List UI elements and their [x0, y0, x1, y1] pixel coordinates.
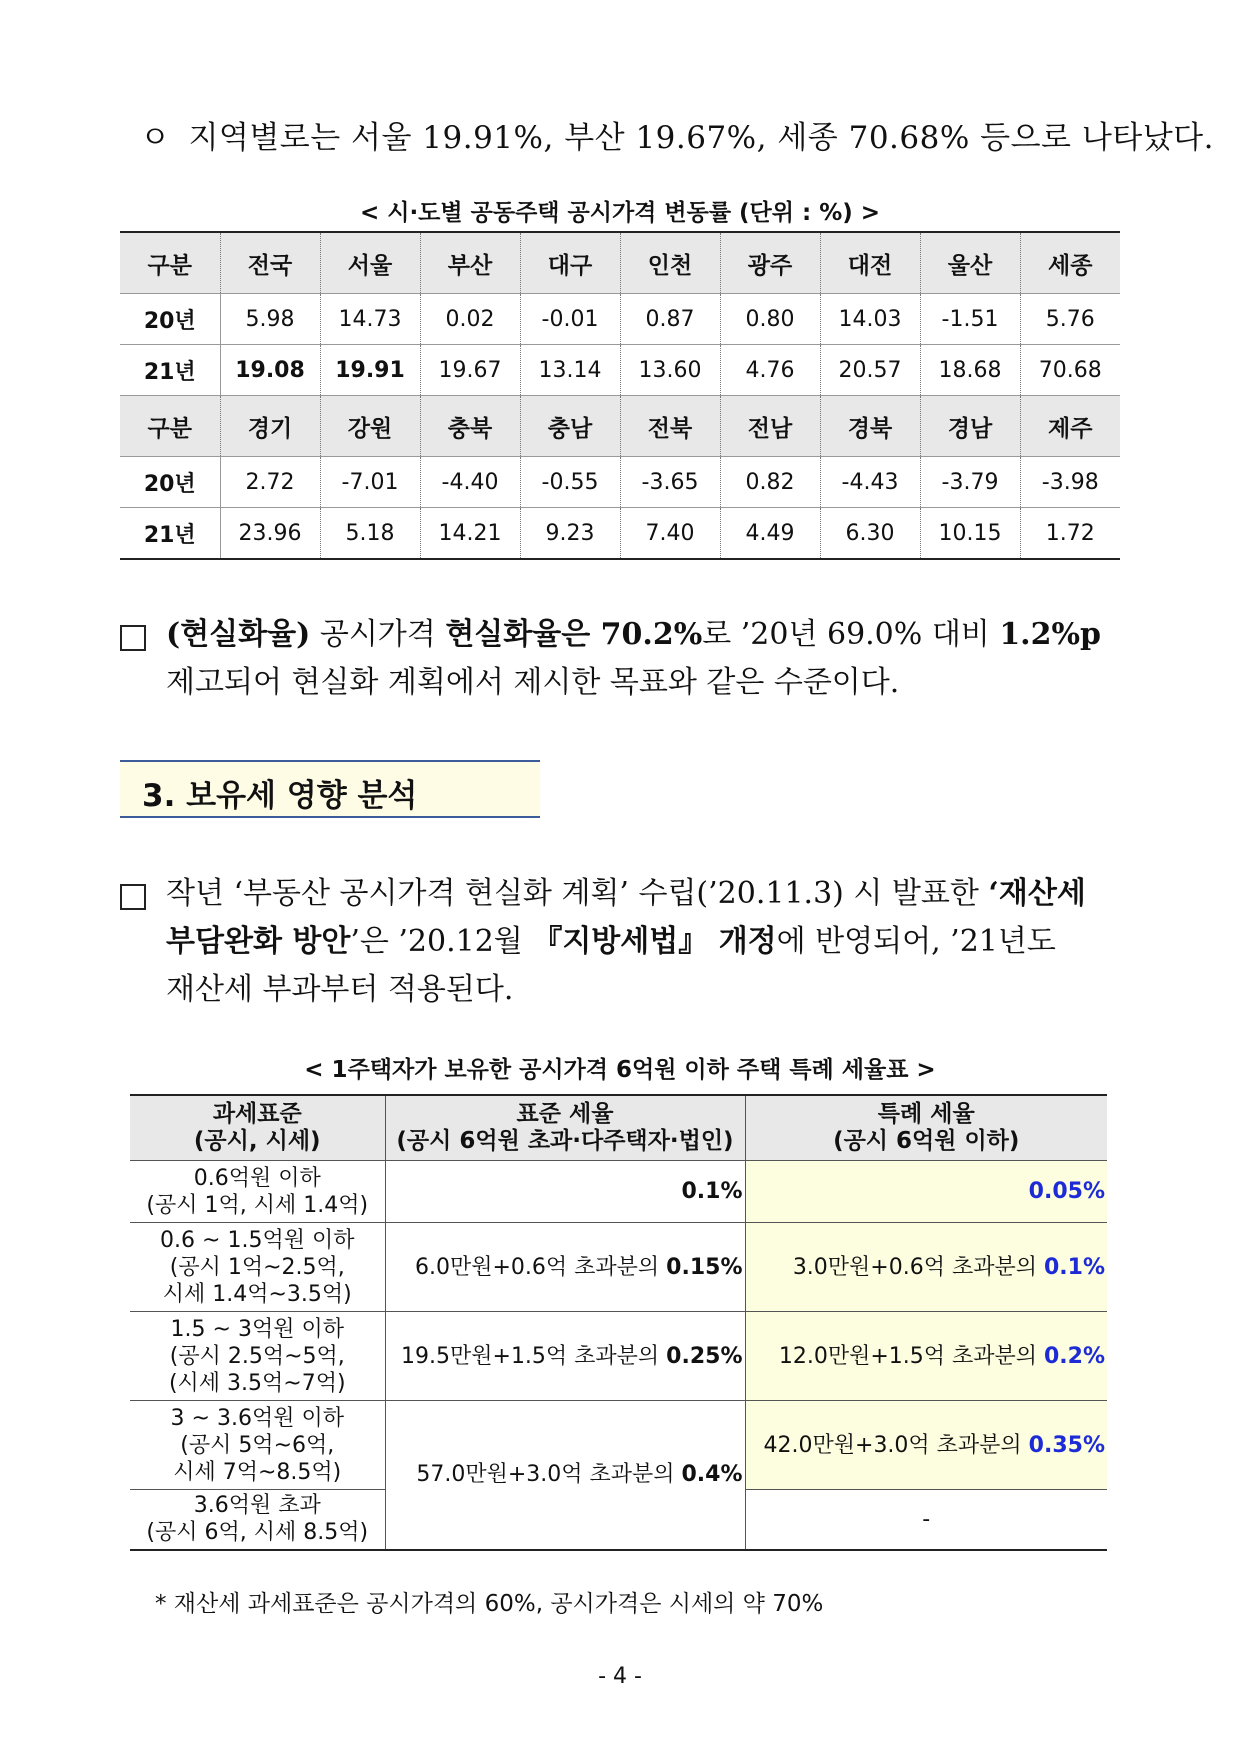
table-cell: 4.76 [720, 345, 820, 396]
table-cell: 1.72 [1020, 508, 1120, 560]
header-cell: 대전 [820, 232, 920, 294]
rate-value: 0.05% [1028, 1179, 1105, 1204]
cell-line: 1.5 ~ 3억원 이하 [170, 1316, 344, 1342]
tax-base-cell [130, 1312, 385, 1401]
row-label: 20년 [120, 457, 220, 508]
table-cell: -0.55 [520, 457, 620, 508]
header-line: (공시 6억원 초과·다주택자·법인) [396, 1128, 734, 1154]
table-cell: 14.73 [320, 294, 420, 345]
paragraph-fragment: 에 반영되어, ’21년도 [776, 924, 1056, 959]
table-cell: 13.60 [620, 345, 720, 396]
paragraph-fragment: 공시가격 [310, 617, 446, 652]
table-cell: 14.03 [820, 294, 920, 345]
header-line: 특례 세율 [877, 1101, 975, 1127]
cell-line: 42.0만원+3.0억 초과분의 [763, 1432, 1029, 1458]
cell-line: 3.6억원 초과 [193, 1493, 321, 1519]
table2-caption: < 1주택자가 보유한 공시가격 6억원 이하 주택 특례 세율표 > [304, 1057, 936, 1083]
header-cell: 인천 [620, 232, 720, 294]
table1-caption: < 시·도별 공동주택 공시가격 변동률 (단위 : %) > [359, 200, 881, 226]
rate-value: 0.35% [1028, 1432, 1105, 1458]
table-cell: 0.87 [620, 294, 720, 345]
paragraph-fragment: ’은 ’20.12월 [350, 924, 533, 959]
table-cell: 5.18 [320, 508, 420, 560]
checkbox-square-icon [120, 884, 146, 910]
table-cell: 23.96 [220, 508, 320, 560]
table-cell: 0.02 [420, 294, 520, 345]
row-label: 20년 [120, 294, 220, 345]
special-rate-cell [745, 1312, 1107, 1401]
standard-rate-cell [385, 1401, 745, 1550]
tax-base-cell [130, 1161, 385, 1223]
table-cell: 10.15 [920, 508, 1020, 560]
table-cell: 20.57 [820, 345, 920, 396]
table-cell: 13.14 [520, 345, 620, 396]
table-cell: 6.30 [820, 508, 920, 560]
header-cell-base [130, 1095, 385, 1161]
table-cell: -3.79 [920, 457, 1020, 508]
header-line: 과세표준 [212, 1101, 302, 1127]
header-cell: 구분 [120, 232, 220, 294]
special-rate-cell: - [745, 1490, 1107, 1550]
cell-line: 6.0만원+0.6억 초과분의 [415, 1254, 667, 1280]
paragraph-emphasis: 『지방세법』 개정 [532, 924, 777, 959]
table-cell: -0.01 [520, 294, 620, 345]
table-cell: 14.21 [420, 508, 520, 560]
footnote: * 재산세 과세표준은 공시가격의 60%, 공시가격은 시세의 약 70% [155, 1591, 824, 1617]
paragraph-emphasis: 현실화율은 70.2% [445, 617, 703, 652]
header-cell: 구분 [120, 396, 220, 457]
rate-value: 0.25% [666, 1343, 743, 1369]
header-cell: 전국 [220, 232, 320, 294]
cell-line: (공시 6억, 시세 8.5억) [146, 1520, 369, 1546]
standard-rate-cell [385, 1161, 745, 1223]
header-cell: 경남 [920, 396, 1020, 457]
paragraph-emphasis: 부담완화 방안 [166, 924, 351, 959]
cell-line: 19.5만원+1.5억 초과분의 [401, 1343, 667, 1369]
cell-line: 시세 1.4억~3.5억) [162, 1281, 352, 1307]
header-cell: 전남 [720, 396, 820, 457]
cell-line: 57.0만원+3.0억 초과분의 [416, 1462, 682, 1488]
paragraph-text [166, 611, 1120, 707]
table-header-row [120, 396, 1120, 457]
table-cell: -3.65 [620, 457, 720, 508]
cell-line: 0.6 ~ 1.5억원 이하 [160, 1227, 355, 1253]
cell-line: 시세 7억~8.5억) [173, 1459, 342, 1485]
header-cell: 경북 [820, 396, 920, 457]
header-cell: 강원 [320, 396, 420, 457]
paragraph-fragment: 로 ’20년 69.0% 대비 [702, 617, 1000, 652]
section-title: 3. 보유세 영향 분석 [142, 778, 418, 814]
rate-value: 0.1% [681, 1179, 743, 1204]
tax-base-cell [130, 1490, 385, 1550]
cell-line: 0.6억원 이하 [193, 1165, 321, 1191]
header-line: (공시 6억원 이하) [833, 1128, 1020, 1154]
realization-rate-paragraph [120, 611, 1120, 707]
paragraph-emphasis: 1.2%p [999, 617, 1101, 652]
table-cell: 19.67 [420, 345, 520, 396]
paragraph-fragment: 작년 ‘부동산 공시가격 현실화 계획’ 수립(’20.11.3) 시 발표한 [166, 876, 989, 911]
table-row [120, 508, 1120, 560]
table-cell: 18.68 [920, 345, 1020, 396]
checkbox-square-icon [120, 625, 146, 651]
table-row [130, 1223, 1107, 1312]
cell-line: (공시 5억~6억, [180, 1432, 335, 1458]
table-cell: 9.23 [520, 508, 620, 560]
header-line: (공시, 시세) [193, 1128, 321, 1154]
table-cell: -1.51 [920, 294, 1020, 345]
header-cell: 부산 [420, 232, 520, 294]
section-heading [120, 760, 540, 818]
row-label: 21년 [120, 345, 220, 396]
cell-line: 3 ~ 3.6억원 이하 [170, 1405, 344, 1431]
table-cell: 0.80 [720, 294, 820, 345]
header-cell-standard [385, 1095, 745, 1161]
standard-rate-cell [385, 1223, 745, 1312]
table-row [130, 1401, 1107, 1490]
tax-base-cell [130, 1223, 385, 1312]
table-cell: -4.43 [820, 457, 920, 508]
special-rate-cell [745, 1401, 1107, 1490]
table-header-row [120, 232, 1120, 294]
tax-relief-paragraph [120, 870, 1120, 1014]
paragraph-text [166, 870, 1120, 1014]
paragraph-fragment: 제고되어 현실화 계획에서 제시한 목표와 같은 수준이다. [166, 665, 900, 700]
header-cell: 전북 [620, 396, 720, 457]
cell-line: 3.0만원+0.6억 초과분의 [792, 1254, 1044, 1280]
paragraph-lead: (현실화율) [166, 617, 311, 652]
special-rate-cell [745, 1223, 1107, 1312]
cell-line: (시세 3.5억~7억) [168, 1370, 346, 1396]
table-cell: -7.01 [320, 457, 420, 508]
table-cell: 2.72 [220, 457, 320, 508]
table-cell: 4.49 [720, 508, 820, 560]
header-cell: 충남 [520, 396, 620, 457]
intro-line [140, 112, 1214, 157]
special-rate-cell [745, 1161, 1107, 1223]
page-number: - 4 - [598, 1664, 642, 1689]
bullet-circle: ㅇ [140, 120, 171, 156]
regional-change-table [120, 231, 1120, 560]
header-cell-special [745, 1095, 1107, 1161]
header-cell: 대구 [520, 232, 620, 294]
table-row [120, 457, 1120, 508]
table-row [120, 345, 1120, 396]
rate-value: 0.4% [681, 1462, 743, 1488]
rate-value: 0.15% [666, 1254, 743, 1280]
paragraph-fragment: 재산세 부과부터 적용된다. [166, 972, 514, 1007]
table-cell: 5.98 [220, 294, 320, 345]
table-cell: -3.98 [1020, 457, 1120, 508]
intro-text: 지역별로는 서울 19.91%, 부산 19.67%, 세종 70.68% 등으로 나타났다. [188, 120, 1214, 156]
header-cell: 울산 [920, 232, 1020, 294]
header-cell: 제주 [1020, 396, 1120, 457]
cell-line: 12.0만원+1.5억 초과분의 [778, 1343, 1044, 1369]
rate-value: 0.2% [1043, 1343, 1105, 1369]
table-row [130, 1161, 1107, 1223]
header-cell: 세종 [1020, 232, 1120, 294]
header-cell: 서울 [320, 232, 420, 294]
table-row [120, 294, 1120, 345]
table-cell: 7.40 [620, 508, 720, 560]
table-cell: 5.76 [1020, 294, 1120, 345]
header-cell: 충북 [420, 396, 520, 457]
table-cell: -4.40 [420, 457, 520, 508]
header-cell: 광주 [720, 232, 820, 294]
tax-base-cell [130, 1401, 385, 1490]
table-row [130, 1312, 1107, 1401]
paragraph-emphasis: ‘재산세 [988, 876, 1086, 911]
special-tax-rate-table [130, 1094, 1107, 1551]
header-cell: 경기 [220, 396, 320, 457]
rate-value: 0.1% [1043, 1254, 1105, 1280]
cell-line: (공시 2.5억~5억, [169, 1343, 345, 1369]
table-cell: 0.82 [720, 457, 820, 508]
table-header-row [130, 1095, 1107, 1161]
table-cell: 19.91 [320, 345, 420, 396]
standard-rate-cell [385, 1312, 745, 1401]
cell-line: (공시 1억~2.5억, [169, 1254, 345, 1280]
header-line: 표준 세율 [516, 1101, 614, 1127]
cell-line: (공시 1억, 시세 1.4억) [146, 1192, 369, 1218]
table-cell: 70.68 [1020, 345, 1120, 396]
table-cell: 19.08 [220, 345, 320, 396]
row-label: 21년 [120, 508, 220, 560]
